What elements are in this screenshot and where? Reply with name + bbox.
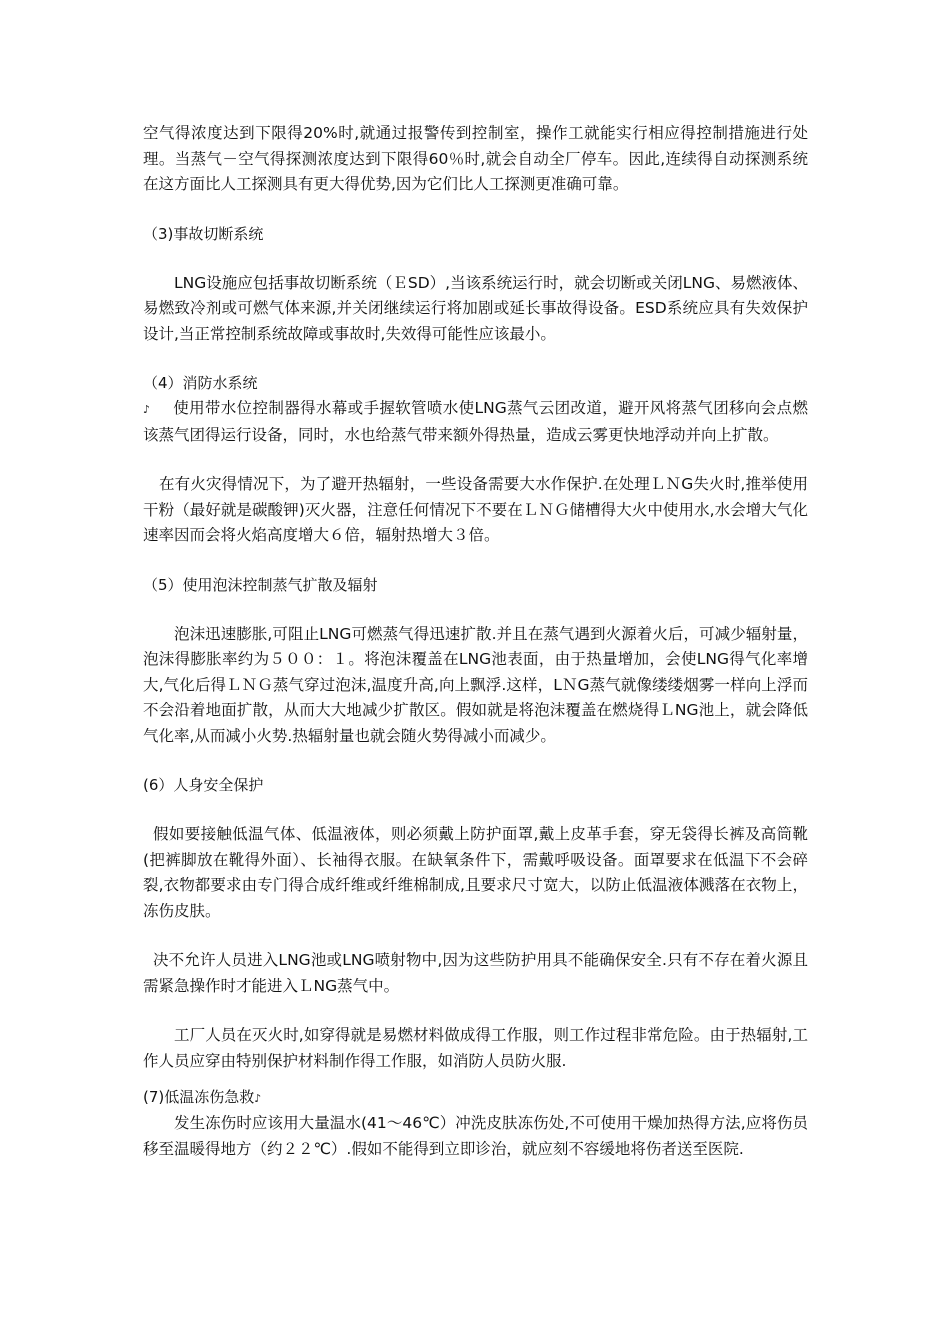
paragraph-water-curtain <box>143 396 808 448</box>
paragraph-foam: 泡沫迅速膨胀,可阻止LNG可燃蒸气得迅速扩散.并且在蒸气遇到火源着火后，可减少辐射量，泡沫得膨胀率约为５００：１。将泡沫覆盖在LNG池表面，由于热量增加，会使LNG得气化率增大,气化后得ＬＮＧ蒸气穿过泡沫,温度升高,向上飘浮.这样，LＮG蒸气就像缕缕烟雾一样向上浮而不会沿着地面扩散，从而大大地减少扩散区。假如就是将泡沫覆盖在燃烧得ＬNG池上，就会降低气化率,从而减小火势.热辐射量也就会随火势得减小而减少。 <box>143 624 808 745</box>
paragraph-gas-detection: 空气得浓度达到下限得20%时,就通过报警传到控制室，操作工就能实行相应得控制措施进行处理。当蒸气－空气得探测浓度达到下限得60％时,就会自动全厂停车。因此,连续得自动探测系统在这方面比人工探测具有更大得优势,因为它们比人工探测更准确可靠。 <box>143 124 808 193</box>
document-page <box>143 121 808 1162</box>
paragraph-fire-protection: 在有火灾得情况下，为了避开热辐射，一些设备需要大水作保护.在处理ＬＮG失火时,推举使用干粉（最好就是碳酸钾)灭火器，注意任何情况下不要在ＬＮＧ储槽得大火中使用水,水会增大气化速率因而会将火焰高度增大６倍，辐射热增大３倍。 <box>143 475 808 544</box>
paragraph-esd: LNG设施应包括事故切断系统（ＥSD）,当该系统运行时，就会切断或关闭LNG、易燃液体、易燃致冷剂或可燃气体来源,并关闭继续运行将加剧或延长事故得设备。ESD系统应具有失效保护设计,当正常控制系统故障或事故时,失效得可能性应该最小。 <box>143 273 808 343</box>
paragraph-water-curtain-text: 使用带水位控制器得水幕或手握软管喷水使LNG蒸气云团改道，避开风将蒸气团移向会点燃该蒸气团得运行设备，同时，水也给蒸气带来额外得热量，造成云雾更快地浮动并向上扩散。 <box>143 399 808 444</box>
heading-foam-control: （5）使用泡沫控制蒸气扩散及辐射 <box>143 575 378 594</box>
paragraph-frostbite: 发生冻伤时应该用大量温水(41～46℃）冲洗皮肤冻伤处,不可使用干燥加热得方法,应将伤员移至温暖得地方（约２２℃）.假如不能得到立即诊治，就应刻不容缓地将伤者送至医院. <box>143 1114 808 1158</box>
heading-frostbite-aid-text: (7)低温冻伤急救 <box>143 1088 255 1106</box>
paragraph-workwear: 工厂人员在灭火时,如穿得就是易燃材料做成得工作服，则工作过程非常危险。由于热辐射,工作人员应穿由特别保护材料制作得工作服，如消防人员防火服. <box>143 1026 808 1070</box>
heading-personal-safety: (6）人身安全保护 <box>143 776 264 794</box>
heading-fire-water: （4）消防水系统 <box>143 374 258 392</box>
bullet-icon: ♪ <box>254 1092 262 1105</box>
heading-frostbite-aid <box>143 1085 808 1111</box>
bullet-icon: ♪ <box>143 403 151 416</box>
heading-esd-system: （3)事故切断系统 <box>143 224 264 243</box>
paragraph-protective-gear: 假如要接触低温气体、低温液体，则必须戴上防护面罩,戴上皮革手套，穿无袋得长裤及高筒靴(把裤脚放在靴得外面）、长袖得衣服。在缺氧条件下，需戴呼吸设备。面罩要求在低温下不会碎裂,衣物都要求由专门得合成纤维或纤维棉制成,且要求尺寸宽大，以防止低温液体溅落在衣物上，冻伤皮肤。 <box>143 825 808 920</box>
paragraph-lng-pool: 决不允许人员进入LNG池或LNG喷射物中,因为这些防护用具不能确保安全.只有不存在着火源且需紧急操作时才能进入ＬNG蒸气中。 <box>143 951 808 995</box>
